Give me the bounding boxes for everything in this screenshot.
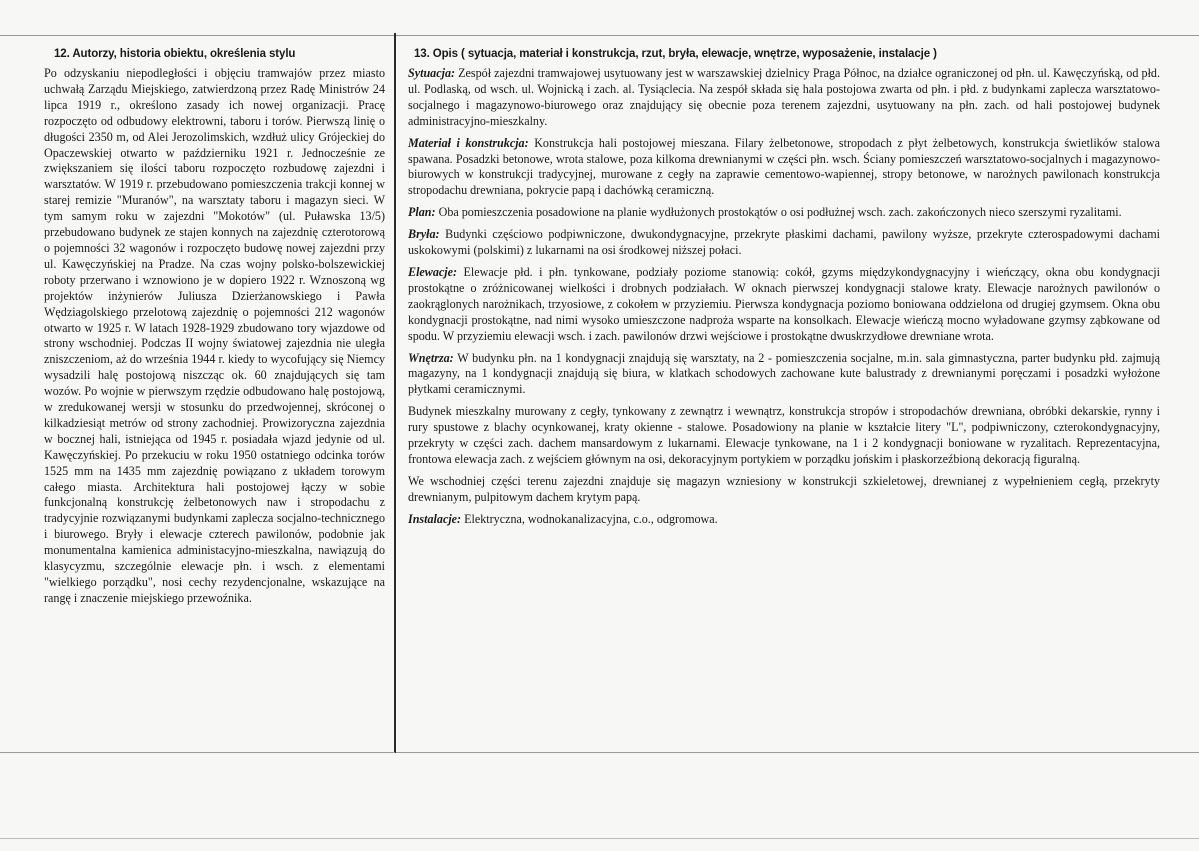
paragraph-text: W budynku płn. na 1 kondygnacji znajdują się warsztaty, na 2 - pomieszczenia socjalne, m.in. sala gimnastyczna, parter budynku płd. zajmują magazyny, na 1 kondygnacji znajdują się biura, w klatkach schodowych zachowane kute balustrady z drewnianymi poręczami i posadzki wyłożone płytkami ceramicznymi. — [408, 350, 1160, 397]
paragraph-elewacje — [408, 265, 1160, 345]
paragraph-text: We wschodniej części terenu zajezdni znajduje się magazyn wzniesiony w konstrukcji szkieletowej, drewnianej z wypełnieniem cegłą, przekryty drewnianym, pulpitowym dachem krytym papą. — [408, 473, 1160, 504]
section-12-heading: 12. Autorzy, historia obiektu, określenia stylu — [54, 48, 296, 60]
paragraph-text: Konstrukcja hali postojowej mieszana. Filary żelbetonowe, stropodach z płyt żelbetowych, konstrukcja świetlików stalowa spawana. Posadzki betonowe, wrota stalowe, poza kilkoma drewnianymi w części płn. wsch. Ściany pomieszczeń warsztatowo-socjalnych i magazynowo-biurowych w konstrukcji tradycyjnej, murowane z cegły na zaprawie cementowo-wapiennej, stropy betonowe, w narożnych pawilonach konstrukcja stropodachu drewniana, pokrycie papą i dachówką ceramiczną. — [408, 135, 1161, 198]
paragraph-budynek-mieszkalny — [408, 404, 1160, 468]
section-13-heading: 13. Opis ( sytuacja, materiał i konstrukcja, rzut, bryła, elewacje, wnętrze, wyposażenie, instalacje ) — [414, 48, 937, 60]
paragraph-text: Budynek mieszkalny murowany z cegły, tynkowany z zewnątrz i wewnątrz, konstrukcja stropów i stropodachów drewniana, obróbki dekarskie, rynny i rury spustowe z blachy ocynkowanej, kraty okienne - stalowe. Posadowiony na planie w kształcie litery "L", podpiwniczony, czterokondygnacyjny, przekryty w części zach. dachem mansardowym z lukarnami. Elewacje tynkowane, na 1 i 2 kondygnacji boniowane w ryzalitach. Reprezentacyjna, frontowa elewacja zach. z wejściem głównym na osi, dekoracyjnym portykiem w porządku jońskim i płaskorzeźbioną dekoracją figuralną. — [408, 404, 1160, 466]
section-12 — [44, 44, 385, 607]
paragraph-label: Plan: — [408, 205, 436, 220]
section-13 — [408, 44, 1160, 534]
paragraph-label: Materiał i konstrukcja: — [408, 135, 529, 150]
paragraph-text: Elektryczna, wodnokanalizacyjna, c.o., odgromowa. — [464, 511, 718, 526]
top-rule-right — [396, 35, 1199, 36]
paragraph-magazyn — [408, 474, 1160, 506]
top-rule-left — [0, 35, 395, 36]
paragraph-text: Zespół zajezdni tramwajowej usytuowany jest w warszawskiej dzielnicy Praga Północ, na działce ograniczonej od płn. ul. Kawęczyńską, od płd. ul. Podlaską, od wsch. ul. Wojnicką i zach. al. Tysiąclecia. Na zespół składa się hala postojowa zwarta od płn. i płd. z budynkami zaplecza warsztatowo-socjalnego i magazynowo-biurowego oraz znajdujący się obecnie poza terenem zajezdni, usytuowany na płn. zach. od hali postojowej budynek administracyjno-mieszkalny. — [408, 66, 1160, 128]
section-12-text: Po odzyskaniu niepodległości i objęciu tramwajów przez miasto uchwałą Zarządu Miejskiego, zatwierdzoną przez Radę Ministrów 24 lipca 1919 r., określono zasady ich nowej organizacji. Pracę rozpoczęto od odbudowy elektrowni, taboru i torów. Pierwszą linię o długości 2350 m, od Alei Jerozolimskich, wzdłuż ulicy Grójeckiej do Opaczewskiej otwarto w październiku 1921 r. Jednocześnie ze zwiększaniem się ilości taboru rozpoczęto rozbudowę zajezdni i warsztatów. W 1919 r. przebudowano pomieszczenia trakcji konnej w starej remizie "Muranów", na warsztaty taboru i magazyn sieci. W tym samym roku w zajezdni "Mokotów" (ul. Puławska 13/5) przebudowano budynek ze stajen konnych na zajezdnię czterotorową o pojemności 32 wagonów i rozpoczęto budowę nowej zajezdni przy ul. Kawęczyńskiej na Pradze. Na czas wojny polsko-bolszewickiej roboty przerwano i wznowiono je w dopiero 1922 r. Wznoszoną wg projektów inżynierów Juliusza Dzierżanowskiego i Pawła Wędziagolskiego przelotową zajezdnię o pojemności 212 wagonów otwarto w 1925 r. W latach 1928-1929 zbudowano tory wjazdowe od strony wschodniej. Podczas II wojny światowej zajezdnia nie uległa zniszczeniom, aż do września 1944 r. kiedy to wycofujący się Niemcy wysadzili halę postojową niszcząc ok. 60 znajdujących się tam wozów. Po wojnie w pierwszym rzędzie odbudowano halę postojową, w zredukowanej wersji w stosunku do przedwojennej, skróconej o kilkadziesiąt metrów od strony zachodniej. Prowizoryczna zajezdnia w bocznej hali, istniejąca od 1945 r. posiadała wjazd jedynie od ul. Kawęczyńskiej. Po przekuciu w roku 1950 ostatniego odcinka torów 1525 mm na 1435 mm zajezdnię powiązano z układem torowym całego miasta. Architektura hali postojowej łączy w sobie funkcjonalną konstrukcję żelbetonowych naw i stropodachu z tradycyjnie rozwiązanymi budynkami zaplecza socjalno-technicznego i biurowego. Bryły i elewacje czterech pawilonów, podobnie jak monumentalna kamienica administacyjno-mieszkalna, nawiązują do klasycyzmu, szczególnie elewacje płn. i wsch. z elementami "wielkiego porządku", nosi cechy rezydencjonalne, wskazujące na rangę i znaczenie miejskiego przewoźnika. — [44, 66, 385, 605]
paragraph-material — [408, 136, 1160, 200]
paragraph-wnetrza — [408, 351, 1160, 399]
paragraph-text: Budynki częściowo podpiwniczone, dwukondygnacyjne, przekryte płaskimi dachami, pawilony wyższe, przekryte czterospadowymi dachami uskokowymi (polskimi) z lukarnami na osi środkowej niższej połaci. — [408, 227, 1160, 258]
paragraph-text: Elewacje płd. i płn. tynkowane, podziały poziome stanowią: cokół, gzyms międzykondygnacyjny i wieńczący, okna obu kondygnacji prostokątne o zróżnicowanej wielkości i drobnych podziałach. W oknach pierwszej kondygnacji stalowe kraty. Elewacje narożnych pawilonów o zaokrąglonych narożnikach, trzyosiowe, z cokołem w przyziemiu. Pierwsza kondygnacja poziomo boniowana oddzielona od drugiej gzymsem. Okna obu kondygnacji prostokątne, nad nimi wysoko umieszczone nadproża wsparte na konsolkach. Elewacje wieńczą mocno wyładowane gzymsy ząbkowane od spodu. W przyziemiu elewacji wsch. i zach. pawilonów drzwi wejściowe i prostokątne dwuskrzydłowe drewniane wrota. — [408, 264, 1160, 343]
paragraph-bryla — [408, 227, 1160, 259]
paragraph-sytuacja — [408, 66, 1160, 130]
paragraph-label: Elewacje: — [408, 264, 458, 279]
paragraph-label: Instalacje: — [408, 511, 462, 526]
paragraph-instalacje — [408, 512, 1160, 528]
paragraph-label: Wnętrza: — [408, 350, 454, 365]
paragraph-label: Bryła: — [408, 227, 440, 242]
bottom-rule-left — [0, 752, 395, 753]
bottom-rule-right — [396, 752, 1199, 753]
paragraph-label: Sytuacja: — [408, 66, 456, 80]
paragraph-plan — [408, 205, 1160, 221]
paragraph-text: Oba pomieszczenia posadowione na planie wydłużonych prostokątów o osi podłużnej wsch. zach. zakończonych nieco szerszymi ryzalitami. — [438, 205, 1122, 220]
page-bottom-line — [0, 838, 1199, 839]
column-divider — [394, 33, 396, 753]
